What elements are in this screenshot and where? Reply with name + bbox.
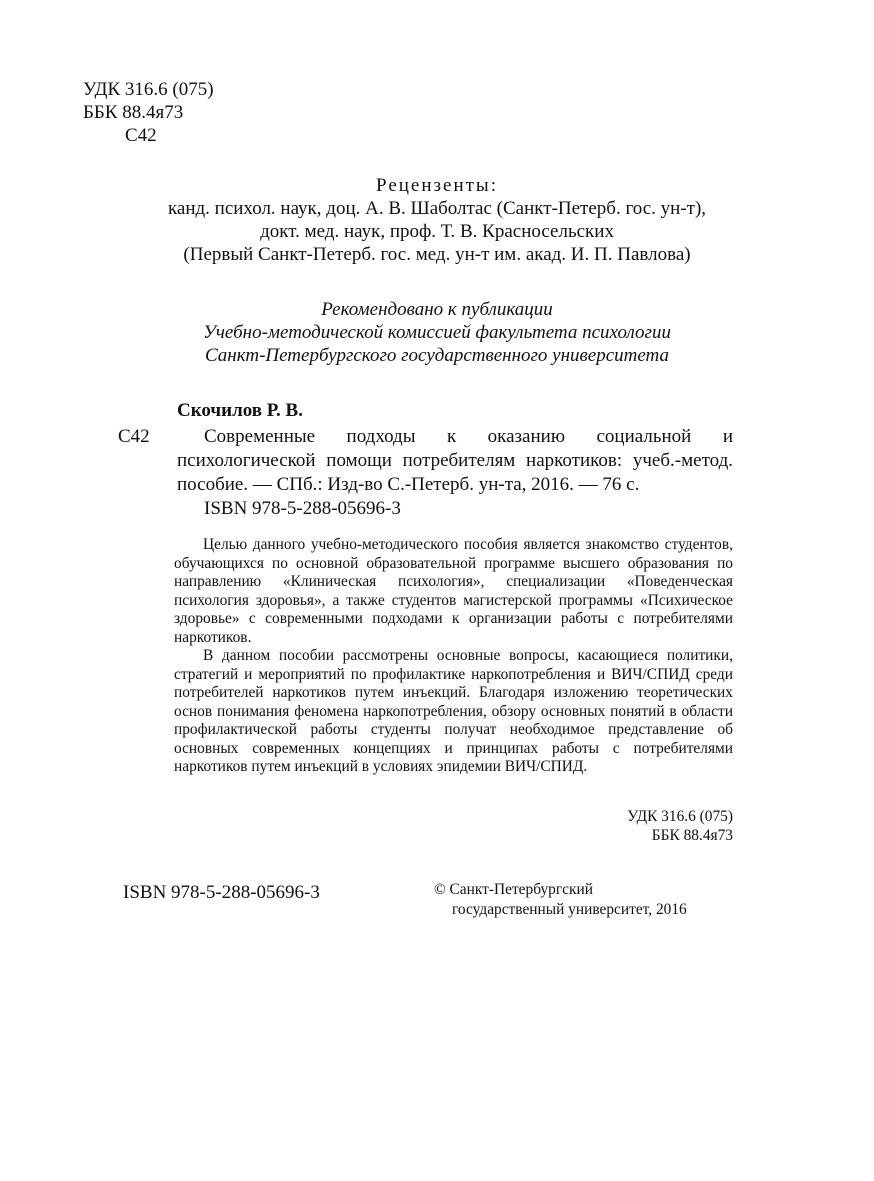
abstract-paragraph: В данном пособии рассмотрены основные вопросы, касающиеся политики, стратегий и мероприятий по профилактике наркопотребления и ВИЧ/СПИД среди потребителей наркотиков путем инъекций. Благодаря изложению теоретических основ понимания феномена наркопотребления, обзору основных понятий в области профилактической работы студенты получат необходимое представление об основных современных концепциях и принципах работы с потребителями наркотиков путем инъекций в условиях эпидемии ВИЧ/СПИД. — [174, 647, 733, 775]
recommendation-line: Санкт-Петербургского государственного университета — [204, 345, 669, 366]
classification-block — [83, 78, 214, 147]
bibliographic-class-code: С42 — [118, 426, 150, 447]
abstract — [174, 536, 733, 777]
recommendation-line: Учебно-методической комиссией факультета психологии — [203, 322, 671, 343]
bbk-code: ББК 88.4я73 — [83, 102, 184, 123]
udk-code: УДК 316.6 (075) — [83, 79, 214, 100]
reviewer-line: канд. психол. наук, доц. А. В. Шаболтас (Санкт-Петерб. гос. ун-т), — [167, 198, 707, 219]
author-mark: С42 — [125, 125, 157, 146]
reviewer-line: докт. мед. наук, проф. Т. В. Красносельских — [260, 221, 614, 242]
abstract-bbk: ББК 88.4я73 — [651, 827, 733, 844]
copyright-line: государственный университет, 2016 — [452, 901, 687, 918]
copyright-notice — [434, 880, 687, 920]
recommendation-line: Рекомендовано к публикации — [321, 299, 553, 320]
abstract-paragraph: Целью данного учебно-методического пособия является знакомство студентов, обучающихся по основной образовательной программе высшего образования по направлению «Клиническая психология», специализации «Поведенческая психология здоровья», а также студентов магистерской программы «Психическое здоровье» с современными подходами к организации работы с потребителями наркотиков. — [174, 536, 733, 646]
copyright-line: © Санкт-Петербургский — [434, 881, 593, 898]
abstract-udk: УДК 316.6 (075) — [627, 808, 733, 825]
reviewer-line: (Первый Санкт-Петерб. гос. мед. ун-т им. акад. И. П. Павлова) — [183, 244, 691, 265]
author-name: Скочилов Р. В. — [177, 400, 303, 421]
footer-isbn: ISBN 978-5-288-05696-3 — [123, 882, 320, 903]
recommendation-block — [0, 298, 874, 367]
reviewers-heading: Рецензенты: — [376, 175, 498, 196]
bibliographic-text: Современные подходы к оказанию социальной и психологической помощи потребителям наркотиков: учеб.-метод. пособие. — СПб.: Изд-во С.-Петерб. ун-та, 2016. — 76 с. — [177, 426, 733, 495]
bibliographic-isbn: ISBN 978-5-288-05696-3 — [204, 498, 401, 519]
reviewers-block — [0, 174, 874, 266]
bibliographic-description — [177, 425, 733, 521]
abstract-classification — [500, 807, 733, 845]
